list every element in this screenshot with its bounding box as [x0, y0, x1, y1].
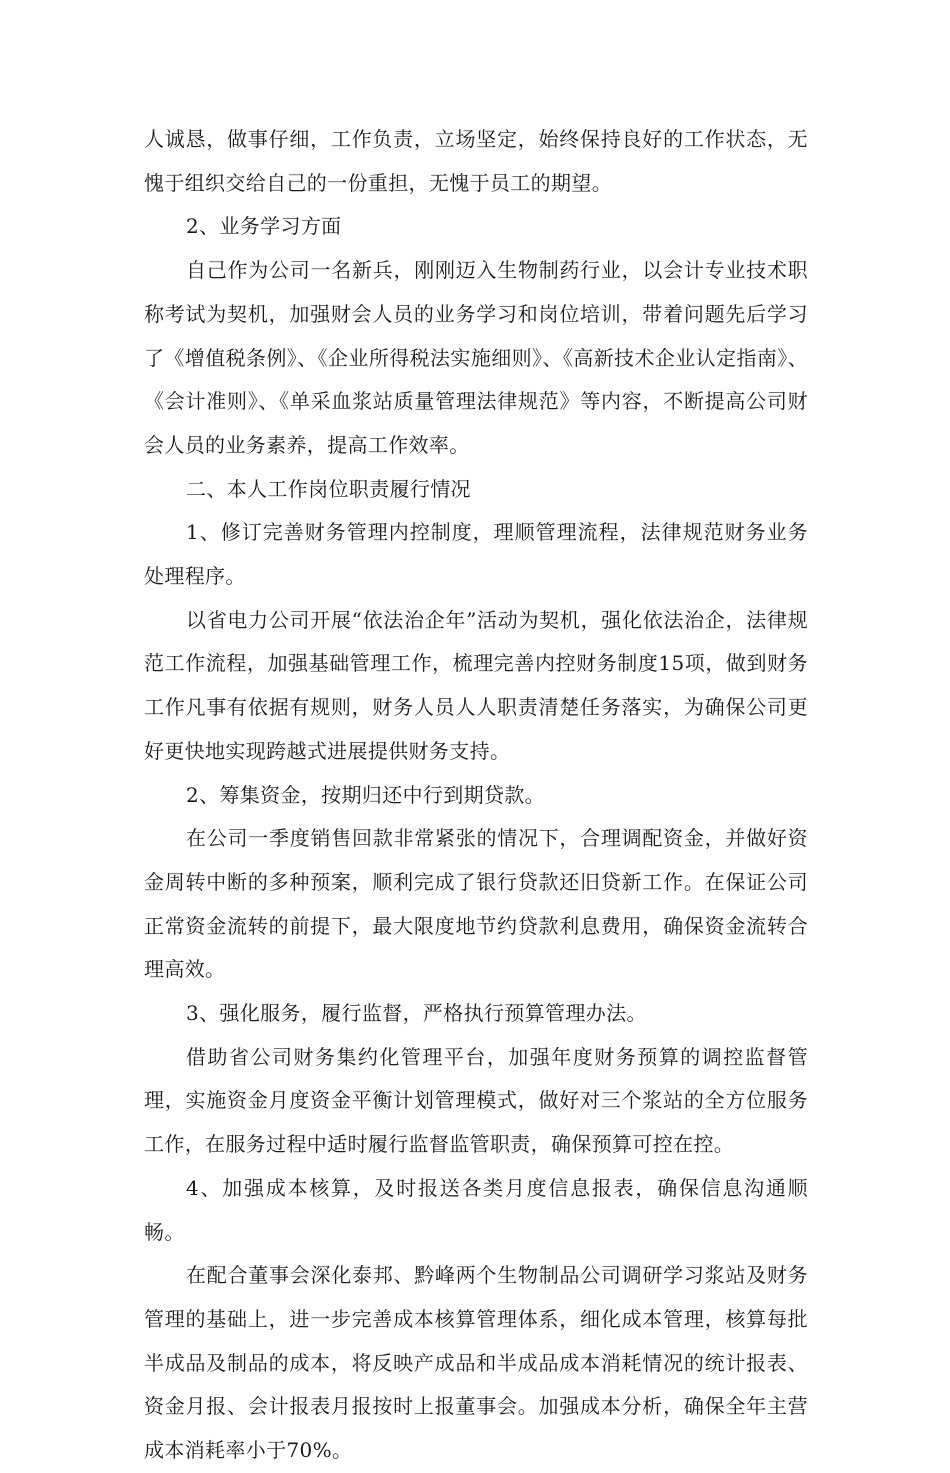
heading-business-study: 2、业务学习方面 — [186, 214, 342, 239]
paragraph-item-2: 在公司一季度销售回款非常紧张的情况下，合理调配资金，并做好资金周转中断的多种预案，顺利完成了银行贷款还旧贷新工作。在保证公司正常资金流转的前提下，最大限度地节约贷款利息费用，确保资金流转合理高效。 — [144, 826, 808, 982]
paragraph-business-study: 自己作为公司一名新兵，刚刚迈入生物制药行业，以会计专业技术职称考试为契机，加强财会人员的业务学习和岗位培训，带着问题先后学习了《增值税条例》、《企业所得税法实施细则》、《高新技术企业认定指南》、《会计准则》、《单采血浆站质量管理法律规范》等内容，不断提高公司财会人员的业务素养，提高工作效率。 — [144, 258, 808, 457]
paragraph-continuation: 人诚恳，做事仔细，工作负责，立场坚定，始终保持良好的工作状态，无愧于组织交给自己的一份重担，无愧于员工的期望。 — [144, 127, 808, 195]
heading-item-4: 4、加强成本核算，及时报送各类月度信息报表，确保信息沟通顺畅。 — [144, 1175, 808, 1244]
heading-section-two: 二、本人工作岗位职责履行情况 — [186, 476, 471, 501]
paragraph-item-4: 在配合董事会深化泰邦、黔峰两个生物制品公司调研学习浆站及财务管理的基础上，进一步完善成本核算管理体系，细化成本管理，核算每批半成品及制品的成本，将反映产成品和半成品成本消耗情况的统计报表、资金月报、会计报表月报按时上报董事会。加强成本分析，确保全年主营成本消耗率小于70%。 — [144, 1263, 808, 1463]
document-body — [144, 118, 808, 1473]
heading-item-1: 1、修订完善财务管理内控制度，理顺管理流程，法律规范财务业务处理程序。 — [144, 520, 808, 589]
paragraph-item-3: 借助省公司财务集约化管理平台，加强年度财务预算的调控监督管理，实施资金月度资金平衡计划管理模式，做好对三个浆站的全方位服务工作，在服务过程中适时履行监督监管职责，确保预算可控在控。 — [144, 1044, 808, 1157]
heading-item-3: 3、强化服务，履行监督，严格执行预算管理办法。 — [186, 1001, 647, 1026]
heading-item-2: 2、筹集资金，按期归还中行到期贷款。 — [186, 782, 546, 807]
paragraph-item-1: 以省电力公司开展“依法治企年”活动为契机，强化依法治企，法律规范工作流程，加强基础管理工作，梳理完善内控财务制度15项，做到财务工作凡事有依据有规则，财务人员人人职责清楚任务落实，为确保公司更好更快地实现跨越式进展提供财务支持。 — [144, 607, 808, 763]
